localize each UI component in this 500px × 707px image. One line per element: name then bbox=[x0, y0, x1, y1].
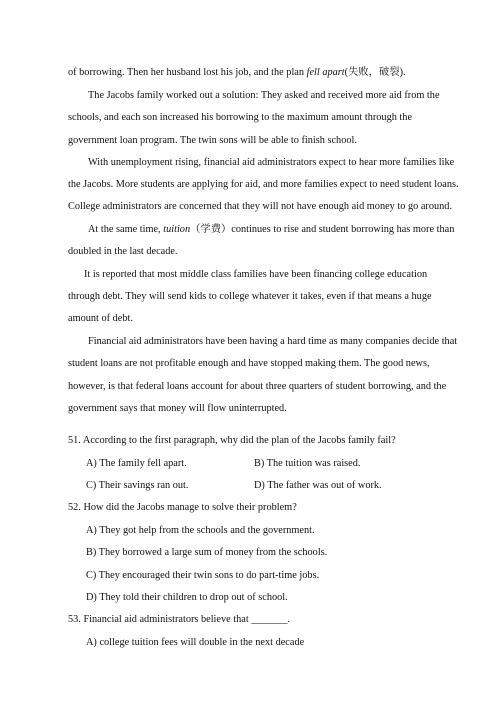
text-run: At the same time, bbox=[88, 224, 164, 235]
passage-line: With unemployment rising, financial aid administrators expect to hear more families like bbox=[88, 157, 455, 168]
text-run: of borrowing. Then her husband lost his job, and the plan bbox=[68, 67, 307, 78]
passage-line: It is reported that most middle class families have been financing college education bbox=[84, 269, 428, 280]
answer-option: C) Their savings ran out. bbox=[86, 480, 189, 491]
answer-option: B) The tuition was raised. bbox=[254, 458, 361, 469]
passage-line: doubled in the last decade. bbox=[68, 246, 178, 257]
passage-line: government loan program. The twin sons will be able to finish school. bbox=[68, 135, 357, 146]
question-stem: 51. According to the first paragraph, why did the plan of the Jacobs family fail? bbox=[68, 435, 396, 446]
answer-option: B) They borrowed a large sum of money from the schools. bbox=[86, 547, 328, 558]
text-run: （学费）continues to rise and student borrowing has more than bbox=[190, 224, 455, 235]
passage-line: The Jacobs family worked out a solution: They asked and received more aid from the bbox=[88, 90, 440, 101]
passage-line: however, is that federal loans account for about three quarters of student borrowing, and the bbox=[68, 381, 447, 392]
passage-line: schools, and each son increased his borrowing to the maximum amount through the bbox=[68, 112, 413, 123]
text-run: 53. Financial aid administrators believe that bbox=[68, 614, 252, 625]
answer-option: C) They encouraged their twin sons to do part-time jobs. bbox=[86, 570, 320, 581]
passage-line: the Jacobs. More students are applying for aid, and more families expect to need student loans. bbox=[68, 179, 459, 190]
answer-option: A) They got help from the schools and the government. bbox=[86, 525, 315, 536]
text-run: . bbox=[287, 614, 290, 625]
question-stem: 52. How did the Jacobs manage to solve their problem? bbox=[68, 502, 297, 513]
answer-option: D) The father was out of work. bbox=[254, 480, 382, 491]
passage-line: government says that money will flow uninterrupted. bbox=[68, 403, 287, 414]
passage-line: College administrators are concerned that they will not have enough aid money to go around. bbox=[68, 201, 453, 212]
italic-term: tuition bbox=[163, 224, 191, 235]
passage-line bbox=[68, 66, 406, 80]
text-run: (失败，破裂). bbox=[344, 67, 406, 78]
answer-option: A) college tuition fees will double in the next decade bbox=[86, 637, 305, 648]
italic-term: fell apart bbox=[306, 67, 345, 78]
passage-line bbox=[88, 223, 454, 237]
passage-line: Financial aid administrators have been having a hard time as many companies decide that bbox=[88, 336, 458, 347]
question-stem bbox=[68, 613, 290, 627]
passage-line: amount of debt. bbox=[68, 313, 133, 324]
answer-blank: _______ bbox=[251, 614, 288, 625]
answer-option: D) They told their children to drop out of school. bbox=[86, 592, 288, 603]
passage-line: through debt. They will send kids to college whatever it takes, even if that means a huge bbox=[68, 291, 432, 302]
answer-option: A) The family fell apart. bbox=[86, 458, 187, 469]
passage-line: student loans are not profitable enough and have stopped making them. The good news, bbox=[68, 358, 430, 369]
